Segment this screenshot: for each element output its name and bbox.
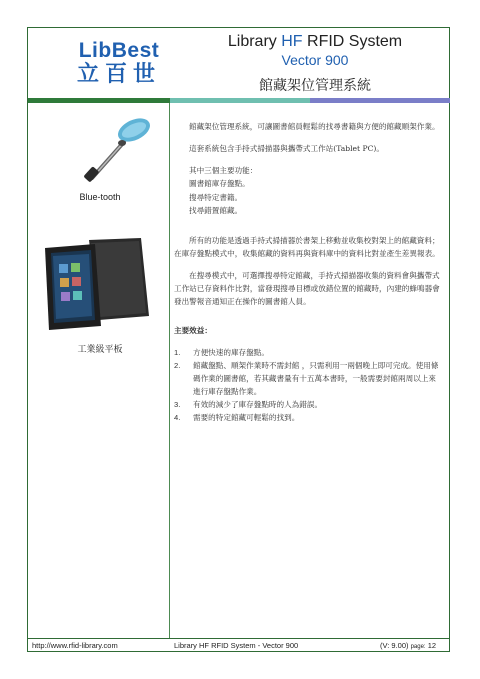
logo: [71, 40, 167, 88]
footer-page-info: [380, 641, 436, 650]
footer-page-number: 12: [427, 641, 437, 650]
footer-version: (V: 9.00): [380, 641, 409, 650]
benefit-item: [174, 359, 442, 398]
header-band-teal: [170, 98, 310, 103]
intro-paragraph: 館藏架位管理系統，可讓圖書館員輕鬆的找尋書籍與方便的館藏順架作業。: [189, 122, 440, 131]
page-title: [200, 33, 430, 51]
benefit-text: 館藏盤點、順架作業時不需封館 ，只需利用一兩個晚上即可完成。使用條碼作業的圖書館，若其藏書量有十五萬本書時，一般需要封館兩周以上來進行庫存盤點作業。: [193, 360, 439, 396]
benefit-text: 有效的減少了庫存盤點時的人為錯誤。: [193, 399, 323, 409]
functions-paragraph: 所有的功能是透過手持式掃描器於書架上移動並收集校對架上的館藏資料；在庫存盤點模式中，收集館藏的資料再與資料庫中的資料比對並產生差異報表。: [174, 235, 440, 258]
search-paragraph: 在搜尋模式中，可選擇搜尋特定館藏，手持式掃描器收集的資料會與攜帶式工作站已存資料作比對，當發現搜尋目標或放錯位置的館藏時，內建的蜂鳴器會發出警報音通知正在操作的圖書館人員。: [174, 270, 440, 306]
feature-item: 搜尋特定書籍。: [189, 192, 243, 202]
tablet-image: [37, 234, 157, 338]
footer-page-label: page:: [410, 644, 426, 650]
benefit-item: [174, 346, 442, 359]
benefit-number: 3.: [174, 399, 181, 409]
header-band-purple: [310, 98, 450, 103]
title-suffix: RFID System: [302, 33, 403, 50]
title-prefix: Library: [227, 33, 282, 50]
feature-list: [189, 177, 442, 218]
scanner-image: [76, 116, 156, 192]
benefit-text: 方便快速的庫存盤點。: [193, 347, 269, 357]
chinese-title: 館藏架位管理系統: [259, 77, 371, 93]
benefit-number: 1.: [174, 347, 181, 357]
header-band-green: [28, 98, 170, 103]
feature-item: 圖書館庫存盤點。: [189, 179, 250, 188]
footer-title: Library HF RFID System - Vector 900: [174, 641, 299, 650]
title-hf: HF: [281, 33, 303, 50]
benefit-text: 需要的特定館藏可輕鬆的找到。: [193, 412, 300, 422]
logo-wordmark: LibBest: [78, 39, 160, 62]
column-divider: [169, 103, 170, 639]
page-subtitle: Vector 900: [281, 52, 349, 68]
benefit-item: [174, 398, 442, 411]
scanner-caption: Blue-tooth: [79, 192, 121, 202]
benefit-item: [174, 411, 442, 424]
footer-url: http://www.rfid-library.com: [32, 641, 118, 650]
feature-item: 找尋錯置館藏。: [189, 206, 243, 215]
benefit-number: 2.: [174, 360, 181, 370]
footer-divider: [28, 638, 450, 639]
main-content: [174, 120, 442, 424]
tablet-caption: 工業級平板: [77, 344, 123, 354]
benefits-heading: 主要效益：: [174, 325, 212, 335]
logo-chinese: 立百世: [76, 62, 161, 87]
benefit-number: 4.: [174, 412, 181, 422]
features-intro: 其中三個主要功能：: [189, 166, 258, 175]
system-paragraph: 這套系統包含手持式掃描器與攜帶式工作站(Tablet PC)。: [189, 144, 384, 153]
